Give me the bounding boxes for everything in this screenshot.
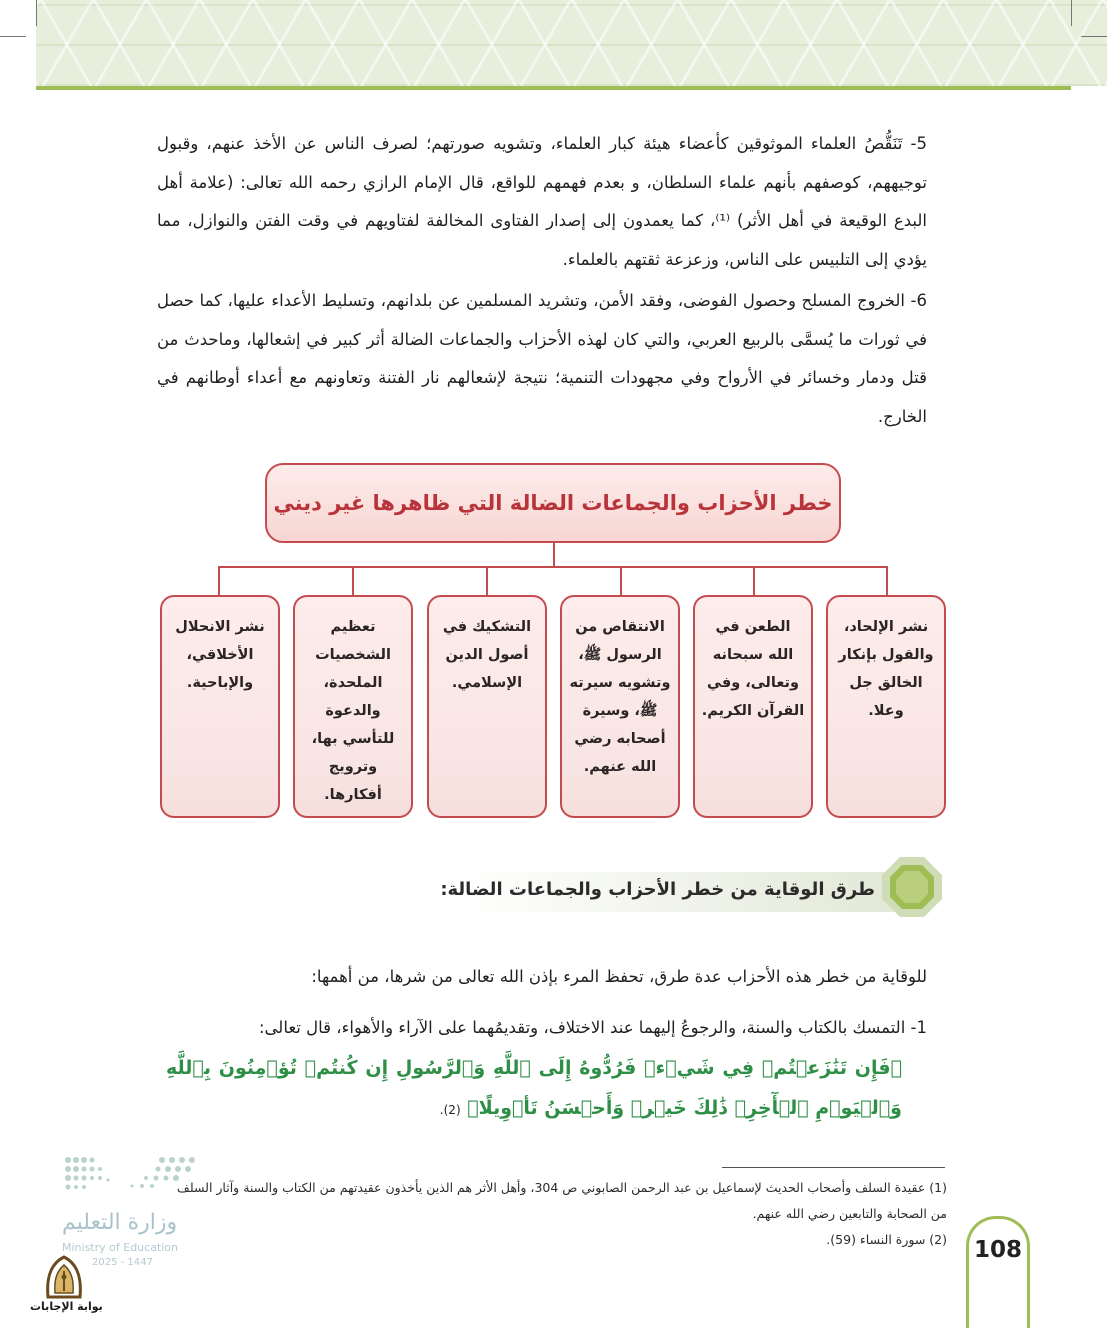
diagram-box-2	[693, 595, 813, 818]
crop-mark	[1081, 36, 1107, 37]
crop-mark	[1071, 0, 1072, 26]
diagram-connector-drop	[486, 566, 488, 596]
quran-footnote-ref: (2).	[439, 1103, 461, 1117]
diagram-title-box	[265, 463, 841, 543]
diagram-connector-drop	[218, 566, 220, 596]
diagram-box-text: التشكيك في أصول الدين الإسلامي.	[442, 619, 532, 691]
diagram-box-1	[826, 595, 946, 818]
footnote-2: (2) سورة النساء (59).	[826, 1232, 947, 1247]
paragraph-5	[157, 125, 927, 279]
diagram-box-4	[427, 595, 547, 818]
section-heading: طرق الوقاية من خطر الأحزاب والجماعات الضالة:	[440, 879, 875, 900]
section-intro-text: للوقاية من خطر هذه الأحزاب عدة طرق، تحفظ المرء بإذن الله تعالى من شرها، من أهمها:	[311, 967, 927, 986]
page-number-tab	[966, 1216, 1030, 1328]
page-number: 108	[973, 1237, 1022, 1263]
paragraph-6-text: 6- الخروج المسلح وحصول الفوضى، وفقد الأمن، وتشريد المسلمين عن بلدانهم، وتسليط الأعداء عليها، كما حصل في ثورات ما يُسمَّى بالربيع العربي، والتي كان لهذه الأحزاب والجماعات الضالة أثر كبير في إشعالها، وماحدث من قتل ودمار وخسائر في الأرواح وفي مجهودات التنمية؛ نتيجة لإشعالهم نار الفتنة وتعاونهم مع أعداء أوطانهم في الخارج.	[157, 291, 927, 426]
quran-verse-text: ﴿فَإِن تَنَٰزَعۡتُمۡ فِي شَيۡءٖ فَرُدُّوهُ إِلَى ٱللَّهِ وَٱلرَّسُولِ إِن كُنتُمۡ تُؤۡمِنُونَ بِٱللَّهِ وَٱلۡيَوۡمِ ٱلۡأٓخِرِۚ ذَٰلِكَ خَيۡرٞ وَأَحۡسَنُ تَأۡوِيلًا﴾	[166, 1057, 902, 1119]
pen-nib-icon	[42, 1255, 86, 1301]
diagram-connector-drop	[886, 566, 888, 596]
diagram-box-text: تعظيم الشخصيات الملحدة، والدعوة للتأسي بها، وترويج أفكارها.	[311, 619, 395, 803]
ministry-year: 2025 - 1447	[92, 1257, 153, 1268]
ministry-dots-logo	[62, 1156, 202, 1192]
section-intro	[157, 958, 927, 997]
crop-mark	[36, 0, 37, 26]
point-1	[157, 1009, 927, 1048]
diagram-connector-stem	[553, 543, 555, 567]
point-1-text: 1- التمسك بالكتاب والسنة، والرجوعُ إليهما عند الاختلاف، وتقديمُهما على الآراء والأهواء، قال تعالى:	[258, 1018, 927, 1037]
ministry-name-arabic: وزارة التعليم	[62, 1210, 178, 1235]
footnote-1: (1) عقيدة السلف وأصحاب الحديث لإسماعيل بن عبد الرحمن الصابوني ص 304، وأهل الأثر هم الذين يأخذون عقيدتهم من الكتاب والسنة وآثار السلف من الصحابة والتابعين رضي الله عنهم.	[176, 1180, 947, 1221]
paragraph-5-text: 5- تَنَقُّصُ العلماء الموثوقين كأعضاء هيئة كبار العلماء، وتشويه صورتهم؛ لصرف الناس عن الأخذ عنهم، وقبول توجيههم، كوصفهم بأنهم علماء السلطان، و بعدم فهمهم للواقع، قال الإمام الرازي رحمه الله تعالى: (علامة أهل البدع الوقيعة في أهل الأثر) ⁽¹⁾، كما يعمدون إلى إصدار الفتاوى المخالفة لفتاويهم في وقت الفتن والنوازل، مما يؤدي إلى التلبيس على الناس، وزعزعة ثقتهم بالعلماء.	[157, 134, 927, 269]
diagram-box-3	[560, 595, 680, 818]
diagram-connector-drop	[753, 566, 755, 596]
crop-mark	[0, 36, 26, 37]
footnotes	[157, 1175, 947, 1253]
diagram-box-text: الطعن في الله سبحانه وتعالى، وفي القرآن الكريم.	[701, 619, 805, 719]
diagram-connector-drop	[620, 566, 622, 596]
ministry-name-english: Ministry of Education	[62, 1241, 179, 1254]
diagram-connector-drop	[352, 566, 354, 596]
quran-verse	[166, 1048, 902, 1130]
diagram-connector-bar	[218, 566, 887, 568]
footnote-divider	[722, 1167, 945, 1168]
diagram-box-text: نشر الانحلال الأخلاقي، والإباحية.	[175, 619, 265, 691]
diagram-box-6	[160, 595, 280, 818]
header-divider	[36, 86, 1071, 90]
diagram-box-5	[293, 595, 413, 818]
diagram-box-text: الانتقاص من الرسول ﷺ، وتشويه سيرته ﷺ، وسيرة أصحابه رضي الله عنهم.	[569, 619, 671, 775]
header-ornament-band	[36, 0, 1107, 86]
octagon-icon	[880, 855, 944, 919]
diagram-box-text: نشر الإلحاد، والقول بإنكار الخالق جل وعلا.	[838, 619, 934, 719]
diagram-title: خطر الأحزاب والجماعات الضالة التي ظاهرها غير ديني	[273, 491, 833, 515]
watermark-text: بوابة الإجابات	[30, 1300, 103, 1313]
paragraph-6	[157, 282, 927, 436]
